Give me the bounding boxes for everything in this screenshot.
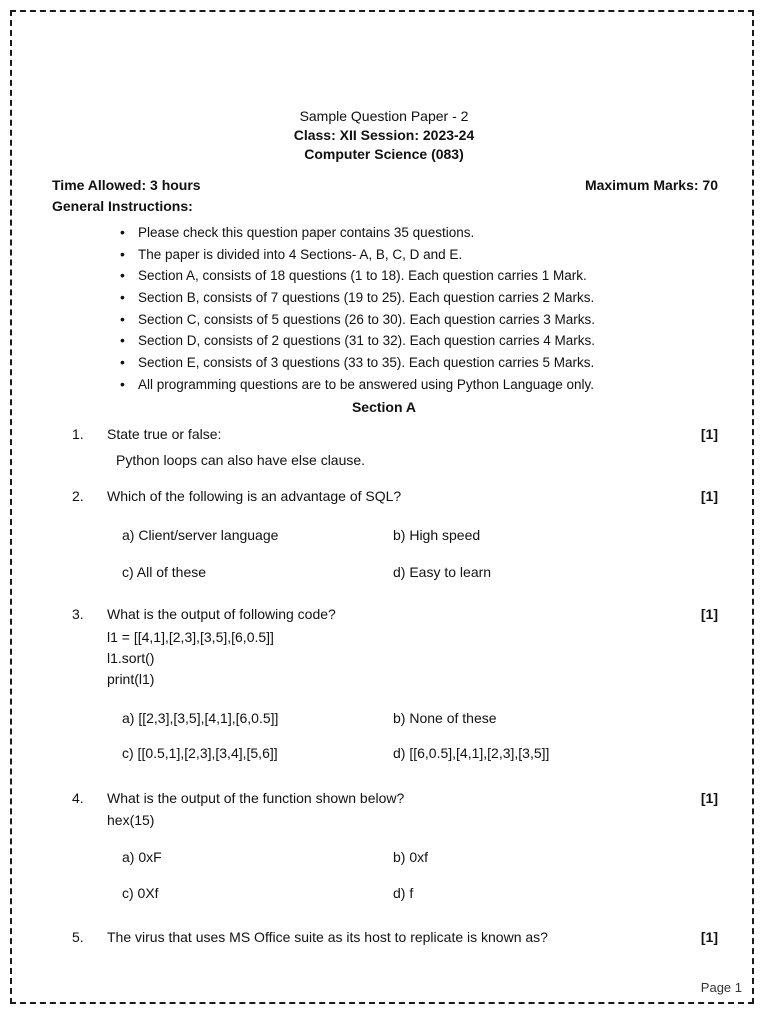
instructions-list [118,222,595,396]
question-2-text: Which of the following is an advantage of SQL? [107,488,402,504]
class-session: Class: XII Session: 2023-24 [293,127,475,143]
instruction-item: • All programming questions are to be answered using Python Language only. [118,374,595,396]
question-1-marks: [1] [700,426,718,442]
question-2-marks: [1] [700,488,718,504]
question-4-option-b: b) 0xf [393,849,429,865]
question-3-option-d: d) [[6,0.5],[4,1],[2,3],[3,5]] [393,745,550,761]
question-5-text: The virus that uses MS Office suite as its host to replicate is known as? [107,929,548,945]
question-2-option-d: d) Easy to learn [393,564,492,580]
question-4-option-c: c) 0Xf [122,885,159,901]
maximum-marks: Maximum Marks: 70 [584,177,718,193]
subject-title: Computer Science (083) [304,146,464,162]
instruction-item: • The paper is divided into 4 Sections- A, B, C, D and E. [118,244,595,266]
section-heading: Section A [351,399,417,415]
question-3-option-a: a) [[2,3],[3,5],[4,1],[6,0.5]] [122,710,279,726]
time-allowed: Time Allowed: 3 hours [52,177,201,193]
instruction-item: • Please check this question paper contains 35 questions. [118,222,595,244]
question-2-option-c: c) All of these [122,564,207,580]
question-4-option-a: a) 0xF [122,849,162,865]
question-3-code-line: l1 = [[4,1],[2,3],[3,5],[6,0.5]] [107,629,274,645]
instruction-item: • Section D, consists of 2 questions (31 to 32). Each question carries 4 Marks. [118,330,595,352]
instructions-title: General Instructions: [52,198,193,214]
question-2-number: 2. [72,488,84,504]
question-2-option-b: b) High speed [393,527,481,543]
question-1-number: 1. [72,426,84,442]
question-1-text: State true or false: [107,426,222,442]
question-3-option-b: b) None of these [393,710,497,726]
question-3-number: 3. [72,606,84,622]
instruction-item: • Section C, consists of 5 questions (26 to 30). Each question carries 3 Marks. [118,309,595,331]
question-4-marks: [1] [700,790,718,806]
question-5-marks: [1] [700,929,718,945]
question-3-code-line: l1.sort() [107,650,155,666]
question-3-text: What is the output of following code? [107,606,336,622]
question-3-code-line: print(l1) [107,671,155,687]
question-4-number: 4. [72,790,84,806]
question-3-option-c: c) [[0.5,1],[2,3],[3,4],[5,6]] [122,745,278,761]
instruction-item: • Section B, consists of 7 questions (19 to 25). Each question carries 2 Marks. [118,287,595,309]
question-4-text: What is the output of the function shown below? [107,790,405,806]
page-number: Page 1 [700,980,742,995]
question-3-marks: [1] [700,606,718,622]
question-5-number: 5. [72,929,84,945]
question-4-code-line: hex(15) [107,812,155,828]
question-4-option-d: d) f [393,885,414,901]
question-2-option-a: a) Client/server language [122,527,279,543]
instruction-item: • Section E, consists of 3 questions (33 to 35). Each question carries 5 Marks. [118,352,595,374]
paper-title: Sample Question Paper - 2 [299,108,469,124]
instruction-item: • Section A, consists of 18 questions (1 to 18). Each question carries 1 Mark. [118,265,595,287]
question-1-statement: Python loops can also have else clause. [116,452,366,468]
